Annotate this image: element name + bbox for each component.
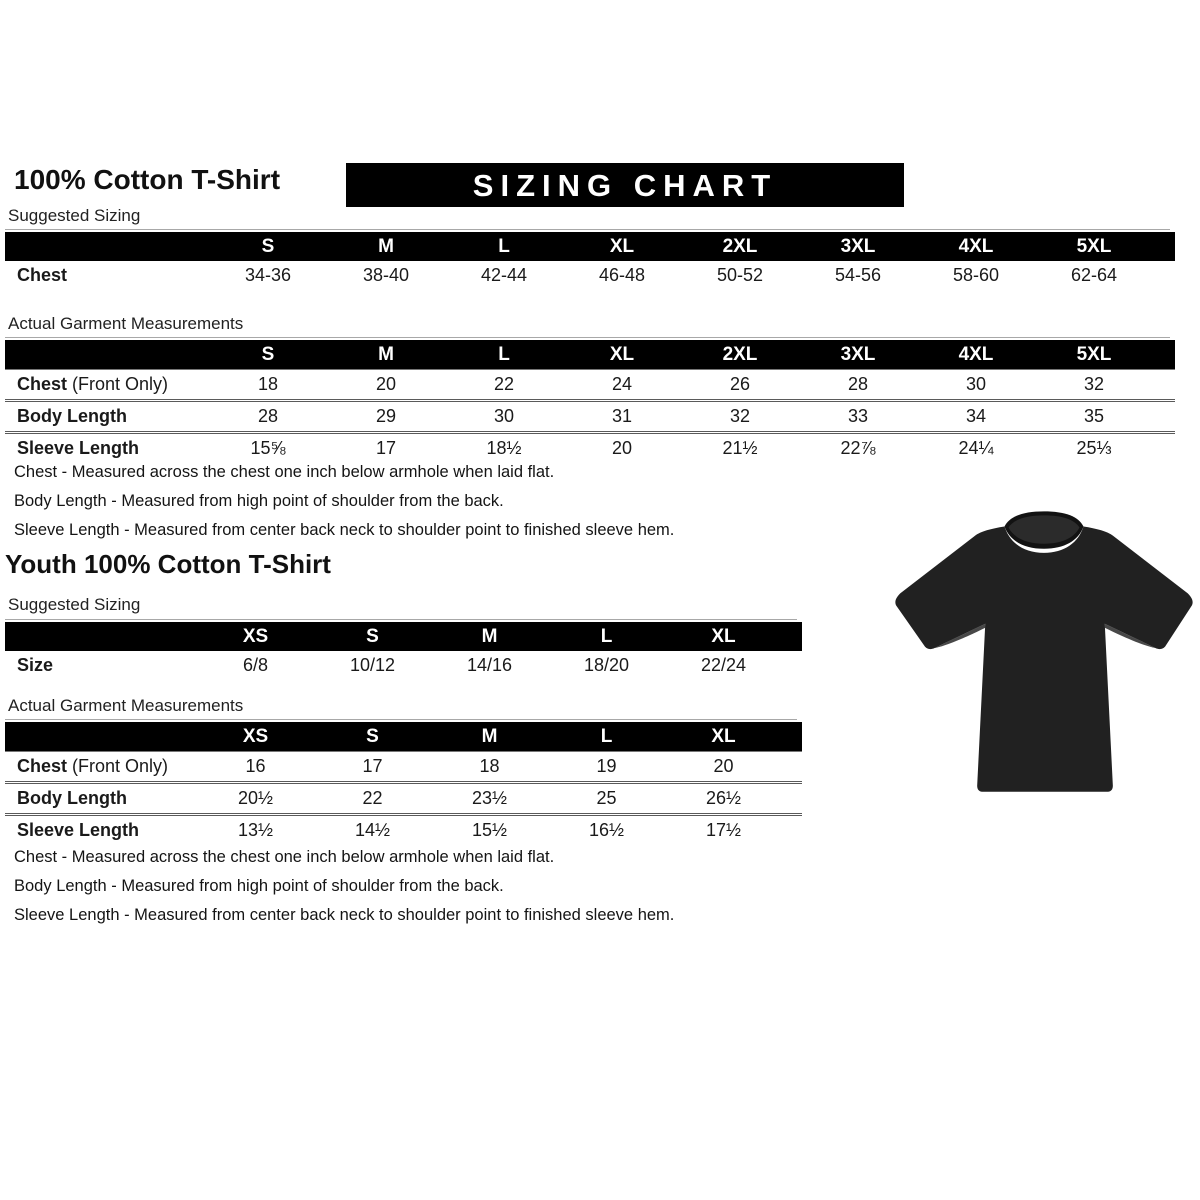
measurement-cell: 25 — [548, 783, 665, 815]
measurement-cell: 17 — [327, 433, 445, 464]
measurement-cell: 6/8 — [242, 655, 269, 675]
header-corner — [5, 232, 209, 261]
measurement-cell: 34 — [917, 401, 1035, 433]
size-column-header: 2XL — [681, 340, 799, 370]
header-filler — [782, 622, 802, 651]
measurement-cell: 20 — [327, 370, 445, 401]
measurement-cell: 34-36 — [244, 265, 292, 285]
size-column-header: S — [209, 232, 327, 261]
measurement-cell: 24¼ — [917, 433, 1035, 464]
measurement-cell: 30 — [917, 370, 1035, 401]
measurement-cell: 30 — [445, 401, 563, 433]
row-filler — [782, 752, 802, 783]
size-column-header: 4XL — [917, 232, 1035, 261]
size-column-header: 5XL — [1035, 340, 1153, 370]
measurement-cell: 32 — [1035, 370, 1153, 401]
measurement-cell: 22/24 — [700, 655, 747, 675]
header-corner — [5, 340, 209, 370]
measurement-cell: 31 — [563, 401, 681, 433]
note-chest: Chest - Measured across the chest one inch below armhole when laid flat. — [14, 463, 555, 481]
table-row — [5, 401, 1175, 433]
size-column-header: 5XL — [1035, 232, 1153, 261]
youth-section-title: Youth 100% Cotton T-Shirt — [5, 549, 331, 579]
adult-suggested-sizing-table — [5, 232, 1175, 290]
measurement-cell: 42-44 — [480, 265, 528, 285]
measurement-cell: 18½ — [445, 433, 563, 464]
row-label: Body Length — [5, 783, 197, 815]
table-row — [5, 261, 1175, 290]
measurement-cell: 24 — [563, 370, 681, 401]
note-sleeve-length: Sleeve Length - Measured from center back neck to shoulder point to finished sleeve hem. — [14, 521, 675, 539]
measurement-cell: 19 — [548, 752, 665, 783]
row-label: Chest — [17, 265, 68, 285]
measurement-cell: 58-60 — [952, 265, 1000, 285]
measurement-cell: 28 — [799, 370, 917, 401]
measurement-cell: 20 — [665, 752, 782, 783]
row-filler — [1153, 401, 1175, 433]
table-row — [5, 370, 1175, 401]
tshirt-photo — [886, 486, 1200, 808]
divider-line — [5, 337, 1170, 338]
measurement-cell: 23½ — [431, 783, 548, 815]
size-column-header: XL — [665, 622, 782, 651]
page-title: 100% Cotton T-Shirt — [14, 164, 281, 195]
size-column-header: XL — [563, 340, 681, 370]
adult-measurement-notes — [14, 458, 674, 545]
measurement-cell: 15⅝ — [209, 433, 327, 464]
size-column-header: XL — [563, 232, 681, 261]
tshirt-graphic — [886, 486, 1200, 808]
measurement-cell: 14½ — [314, 815, 431, 846]
sizing-chart-banner — [346, 163, 904, 207]
size-column-header: M — [431, 722, 548, 752]
table-row — [5, 651, 802, 680]
measurement-cell: 22⅞ — [799, 433, 917, 464]
youth-measurement-notes — [14, 843, 674, 930]
adult-actual-measurements-label: Actual Garment Measurements — [8, 314, 244, 333]
size-column-header: L — [445, 232, 563, 261]
row-label: Sleeve Length — [5, 433, 209, 464]
divider-line — [5, 719, 797, 720]
row-label: Size — [17, 655, 54, 675]
row-filler — [782, 815, 802, 846]
size-column-header: S — [314, 622, 431, 651]
youth-suggested-sizing-table — [5, 622, 802, 680]
measurement-cell: 22 — [314, 783, 431, 815]
measurement-cell: 18 — [431, 752, 548, 783]
header-corner — [5, 722, 197, 752]
measurement-cell: 26 — [681, 370, 799, 401]
divider-line — [5, 229, 1170, 230]
measurement-cell: 54-56 — [834, 265, 882, 285]
youth-actual-measurements-label: Actual Garment Measurements — [8, 696, 244, 715]
size-column-header: L — [548, 722, 665, 752]
measurement-cell: 14/16 — [466, 655, 513, 675]
measurement-cell: 25⅓ — [1035, 433, 1153, 464]
youth-actual-measurements-table — [5, 722, 802, 845]
table-row — [5, 783, 802, 815]
size-column-header: 2XL — [681, 232, 799, 261]
row-label: Sleeve Length — [5, 815, 197, 846]
measurement-cell: 17½ — [665, 815, 782, 846]
measurement-cell: 38-40 — [362, 265, 410, 285]
measurement-cell: 15½ — [431, 815, 548, 846]
measurement-cell: 18 — [209, 370, 327, 401]
note-chest: Chest - Measured across the chest one inch below armhole when laid flat. — [14, 848, 555, 866]
header-row — [5, 622, 802, 651]
size-column-header: XL — [665, 722, 782, 752]
measurement-cell: 62-64 — [1070, 265, 1118, 285]
size-column-header: 3XL — [799, 340, 917, 370]
measurement-cell: 20 — [563, 433, 681, 464]
row-filler — [1153, 261, 1175, 290]
header-filler — [782, 722, 802, 752]
measurement-cell: 18/20 — [583, 655, 630, 675]
measurement-cell: 20½ — [197, 783, 314, 815]
sizing-chart-banner-text: SIZING CHART — [472, 168, 778, 203]
size-column-header: M — [327, 232, 445, 261]
header-row — [5, 232, 1175, 261]
measurement-cell: 21½ — [681, 433, 799, 464]
measurement-cell: 10/12 — [349, 655, 396, 675]
size-column-header: S — [314, 722, 431, 752]
measurement-cell: 16½ — [548, 815, 665, 846]
row-label: Body Length — [5, 401, 209, 433]
row-label: Chest (Front Only) — [5, 752, 197, 783]
divider-line — [5, 619, 797, 620]
measurement-cell: 35 — [1035, 401, 1153, 433]
size-column-header: 4XL — [917, 340, 1035, 370]
measurement-cell: 28 — [209, 401, 327, 433]
row-filler — [1153, 370, 1175, 401]
table-row — [5, 752, 802, 783]
table-row — [5, 815, 802, 846]
adult-actual-measurements-table — [5, 340, 1175, 463]
measurement-cell: 13½ — [197, 815, 314, 846]
note-sleeve-length: Sleeve Length - Measured from center back neck to shoulder point to finished sleeve hem. — [14, 906, 675, 924]
header-filler — [1153, 340, 1175, 370]
youth-suggested-sizing-label: Suggested Sizing — [8, 595, 141, 614]
size-column-header: M — [327, 340, 445, 370]
row-filler — [782, 651, 802, 680]
header-row — [5, 340, 1175, 370]
size-column-header: 3XL — [799, 232, 917, 261]
note-body-length: Body Length - Measured from high point of shoulder from the back. — [14, 492, 504, 510]
header-corner — [5, 622, 197, 651]
measurement-cell: 33 — [799, 401, 917, 433]
row-label: Chest (Front Only) — [5, 370, 209, 401]
size-column-header: M — [431, 622, 548, 651]
size-column-header: L — [445, 340, 563, 370]
measurement-cell: 16 — [197, 752, 314, 783]
size-column-header: XS — [197, 622, 314, 651]
measurement-cell: 50-52 — [716, 265, 764, 285]
size-column-header: L — [548, 622, 665, 651]
tshirt-body-shape — [895, 527, 1192, 792]
measurement-cell: 32 — [681, 401, 799, 433]
measurement-cell: 29 — [327, 401, 445, 433]
measurement-cell: 17 — [314, 752, 431, 783]
note-body-length: Body Length - Measured from high point of shoulder from the back. — [14, 877, 504, 895]
adult-suggested-sizing-label: Suggested Sizing — [8, 206, 141, 225]
measurement-cell: 46-48 — [598, 265, 646, 285]
size-column-header: XS — [197, 722, 314, 752]
header-row — [5, 722, 802, 752]
size-column-header: S — [209, 340, 327, 370]
measurement-cell: 22 — [445, 370, 563, 401]
row-filler — [1153, 433, 1175, 464]
header-filler — [1153, 232, 1175, 261]
row-filler — [782, 783, 802, 815]
measurement-cell: 26½ — [665, 783, 782, 815]
